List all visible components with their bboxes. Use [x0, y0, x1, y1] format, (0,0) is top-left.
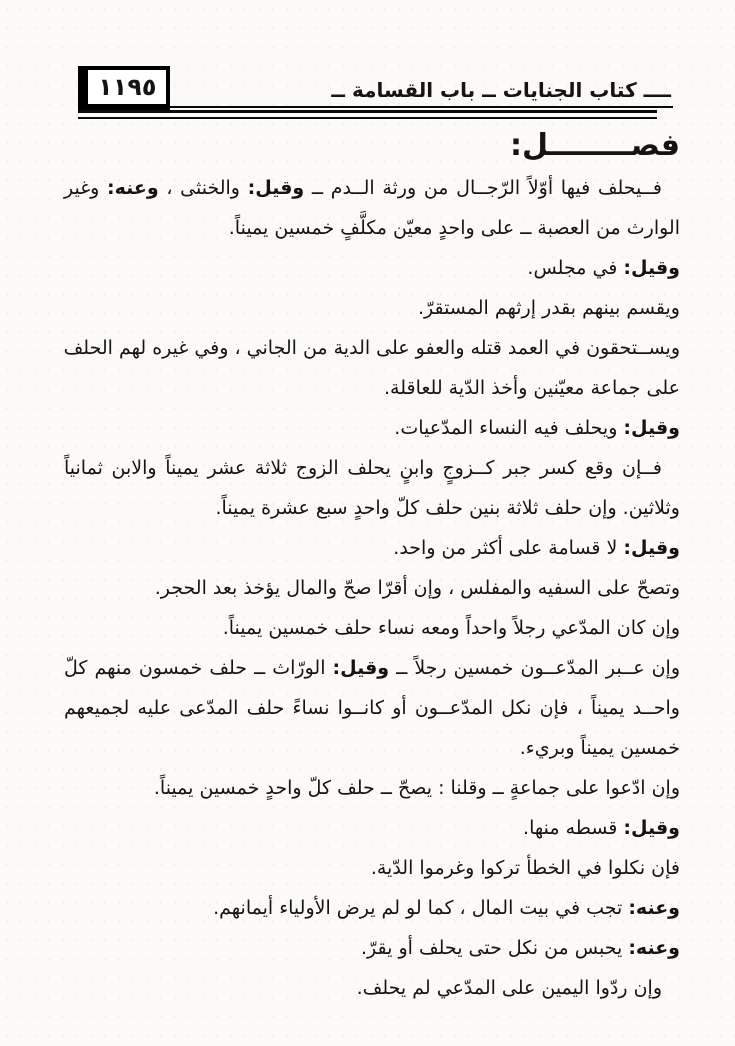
text-line — [64, 688, 680, 728]
text-segment: وإن ردّوا اليمين على المدّعي لم يحلف. — [356, 977, 662, 999]
text-line — [64, 168, 680, 208]
text-line — [64, 848, 680, 888]
chapter-title: ــــ كتاب الجنايات ــ باب القسامة ــ — [325, 80, 673, 108]
text-segment: قسطه منها. — [523, 817, 624, 839]
keyword-bold: وعنه: — [628, 897, 680, 919]
text-line — [64, 768, 680, 808]
text-segment: وإن ادّعوا على جماعةٍ ــ وقلنا : يصحّ ــ حلف كلّ واحدٍ خمسين يميناً. — [153, 777, 680, 799]
page-number: ١١٩٥ — [96, 73, 158, 101]
text-segment: وتصحّ على السفيه والمفلس ، وإن أقرّا صحّ والمال يؤخذ بعد الحجر. — [154, 577, 680, 599]
text-line — [64, 448, 680, 488]
text-segment: وإن كان المدّعي رجلاً واحداً ومعه نساء حلف خمسين يميناً. — [222, 617, 680, 639]
header-double-rule — [78, 110, 657, 119]
text-line — [64, 488, 680, 528]
text-segment: ويســتحقون في العمد قتله والعفو على الدية من الجاني ، وفي غيره لهم الحلف — [63, 337, 680, 359]
text-line — [64, 968, 680, 1008]
section-heading: فصــــــــل: — [509, 128, 680, 163]
text-line — [64, 608, 680, 648]
text-line — [64, 288, 680, 328]
text-segment: في مجلس. — [527, 257, 624, 279]
header-row — [78, 66, 673, 108]
header-rule — [170, 106, 325, 108]
text-segment: على جماعة معيّنين وأخذ الدّية للعاقلة. — [383, 377, 680, 399]
text-line — [64, 728, 680, 768]
keyword-bold: وقيل: — [623, 537, 680, 559]
text-line — [64, 248, 680, 288]
text-segment: ويحلف فيه النساء المدّعيات. — [394, 417, 624, 439]
text-segment: فــإن وقع كسر جبر كــزوجٍ وابنٍ يحلف الزوج ثلاثة عشر يميناً والابن ثمانياً — [64, 457, 662, 479]
text-segment: خمسين يميناً وبريء. — [519, 737, 680, 759]
text-line — [64, 648, 680, 688]
text-line — [64, 408, 680, 448]
text-segment: الورّاث ــ حلف خمسون منهم كلّ — [64, 657, 333, 679]
text-segment: فــيحلف فيها أوّلاً الرّجــال من ورثة الــدم ــ — [304, 177, 663, 199]
text-segment: الوارث من العصبة ــ على واحدٍ معيّن مكلَّفٍ خمسين يميناً. — [228, 217, 680, 239]
keyword-bold: وقيل: — [247, 177, 305, 199]
keyword-bold: وقيل: — [332, 657, 390, 679]
keyword-bold: وعنه: — [628, 937, 680, 959]
text-segment: لا قسامة على أكثر من واحد. — [393, 537, 624, 559]
keyword-bold: وقيل: — [623, 817, 680, 839]
page-number-box — [78, 66, 170, 110]
text-line — [64, 888, 680, 928]
body-text — [64, 168, 680, 1008]
text-segment: وغير — [64, 177, 108, 199]
text-segment: وثلاثين. وإن حلف ثلاثة بنين حلف كلّ واحدٍ سبع عشرة يميناً. — [215, 497, 680, 519]
text-segment: يحبس من نكل حتى يحلف أو يقرّ. — [361, 937, 629, 959]
text-segment: ويقسم بينهم بقدر إرثهم المستقرّ. — [417, 297, 680, 319]
text-segment: وإن عــبر المدّعــون خمسين رجلاً ــ — [389, 657, 680, 679]
keyword-bold: وعنه: — [107, 177, 159, 199]
text-segment: تجب في بيت المال ، كما لو لم يرض الأولياء أيمانهم. — [213, 897, 629, 919]
text-line — [64, 808, 680, 848]
text-line — [64, 528, 680, 568]
text-line — [64, 928, 680, 968]
text-segment: والخنثى ، — [158, 177, 248, 199]
text-line — [64, 368, 680, 408]
keyword-bold: وقيل: — [623, 417, 680, 439]
text-line — [64, 208, 680, 248]
text-line — [64, 328, 680, 368]
text-segment: واحــد يميناً ، فإن نكل المدّعــون أو كانــوا نساءً حلف المدّعى عليه لجميعهم — [64, 697, 680, 719]
page-header — [0, 66, 735, 119]
text-line — [64, 568, 680, 608]
keyword-bold: وقيل: — [623, 257, 680, 279]
text-segment: فإن نكلوا في الخطأ تركوا وغرموا الدّية. — [370, 857, 680, 879]
